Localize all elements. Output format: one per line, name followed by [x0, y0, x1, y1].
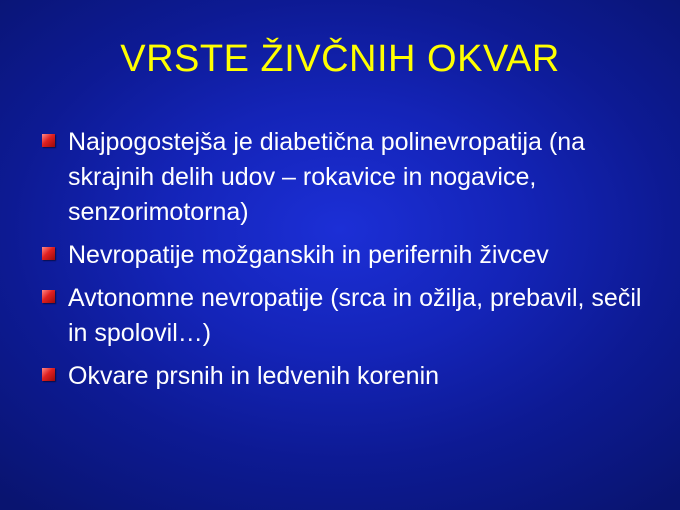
bullet-item [38, 125, 658, 230]
bullet-item [38, 359, 658, 394]
bullet-text: Avtonomne nevropatije (srca in ožilja, prebavil, sečil in spolovil…) [68, 284, 642, 347]
red-square-bullet-icon [42, 247, 55, 260]
bullet-list [38, 125, 658, 402]
red-square-bullet-icon [42, 134, 55, 147]
bullet-text: Najpogostejša je diabetična polinevropatija (na skrajnih delih udov – rokavice in nogavice, senzorimotorna) [68, 128, 586, 226]
bullet-item [38, 238, 658, 273]
bullet-text: Nevropatije možganskih in perifernih živcev [68, 241, 549, 269]
red-square-bullet-icon [42, 368, 55, 381]
bullet-item [38, 281, 658, 351]
slide-title: VRSTE ŽIVČNIH OKVAR [120, 38, 560, 80]
red-square-bullet-icon [42, 290, 55, 303]
bullet-text: Okvare prsnih in ledvenih korenin [68, 362, 440, 390]
